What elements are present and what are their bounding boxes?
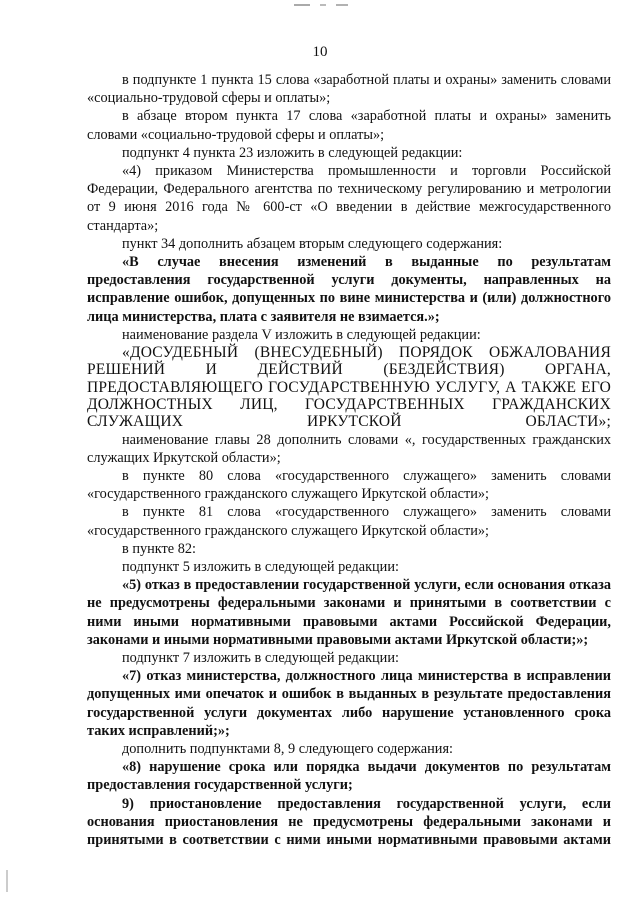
paragraph: в подпункте 1 пункта 15 слова «заработной платы и охраны» заменить словами «социально-трудовой сферы и оплаты»; [87,72,611,107]
paragraph: 9) приостановление предоставления государственной услуги, если основания приостановления не предусмотрены федеральными законами и принятыми в соответствии с ними иными нормативными правовыми актами [87,795,611,848]
paragraph: пункт 34 дополнить абзацем вторым следующего содержания: [122,235,503,252]
paragraph: наименование главы 28 дополнить словами «, государственных гражданских служащих Иркутской области»; [87,431,611,466]
paragraph: в абзаце втором пункта 17 слова «заработной платы и охраны» заменить словами «социально-трудовой сферы и оплаты»; [87,108,611,143]
paragraph: «В случае внесения изменений в выданные по результатам предоставления государственной услуги документы, направленных на исправление ошибок, допущенных по вине министерства и (или) должностного лица министерства, плата с заявителя не взимается.»; [87,254,611,325]
paragraph: «5) отказ в предоставлении государственной услуги, если основания отказа не предусмотрены федеральными законами и принятыми в соответствии с ними иными нормативными правовыми актами Российской Федерации, законами и иными нормативными правовыми актами Иркутской области;»; [87,577,611,648]
paragraph: в пункте 80 слова «государственного служащего» заменить словами «государственного гражданского служащего Иркутской области»; [87,467,611,503]
scan-edge-mark [6,870,8,892]
section-heading: «ДОСУДЕБНЫЙ (ВНЕСУДЕБНЫЙ) ПОРЯДОК ОБЖАЛОВАНИЯ РЕШЕНИЙ И ДЕЙСТВИЙ (БЕЗДЕЙСТВИЯ) ОРГАНА, ПРЕДОСТАВЛЯЮЩЕГО ГОСУДАРСТВЕННУЮ УСЛУГУ, А ТАКЖЕ ЕГО ДОЛЖНОСТНЫХ ЛИЦ, ГОСУДАРСТВЕННЫХ ГРАЖДАНСКИХ СЛУЖАЩИХ ИРКУТСКОЙ ОБЛАСТИ»; [87,344,611,431]
page-number: 10 [312,44,328,60]
paragraph: наименование раздела V изложить в следующей редакции: [122,326,481,343]
paragraph: подпункт 7 изложить в следующей редакции: [122,649,399,666]
paragraph: дополнить подпунктами 8, 9 следующего содержания: [122,740,453,757]
paragraph: «4) приказом Министерства промышленности и торговли Российской Федерации, Федерального агентства по техническому регулированию и метрологии от 9 июня 2016 года № 600-ст «О введении в действие межгосударственного стандарта»; [87,163,611,234]
paragraph: «7) отказ министерства, должностного лица министерства в исправлении допущенных ими опечаток и ошибок в выданных в результате предоставления государственной услуги документах либо нарушение установленного срока таких исправлений;»; [87,668,611,739]
document-body [87,71,611,849]
paragraph: в пункте 81 слова «государственного служащего» заменить словами «государственного гражданского служащего Иркутской области»; [87,504,611,539]
scan-artifact [290,2,410,8]
paragraph: подпункт 4 пункта 23 изложить в следующей редакции: [122,144,463,161]
paragraph: подпункт 5 изложить в следующей редакции: [122,558,399,575]
paragraph: «8) нарушение срока или порядка выдачи документов по результатам предоставления государственной услуги; [87,759,611,794]
paragraph: в пункте 82: [122,540,196,557]
